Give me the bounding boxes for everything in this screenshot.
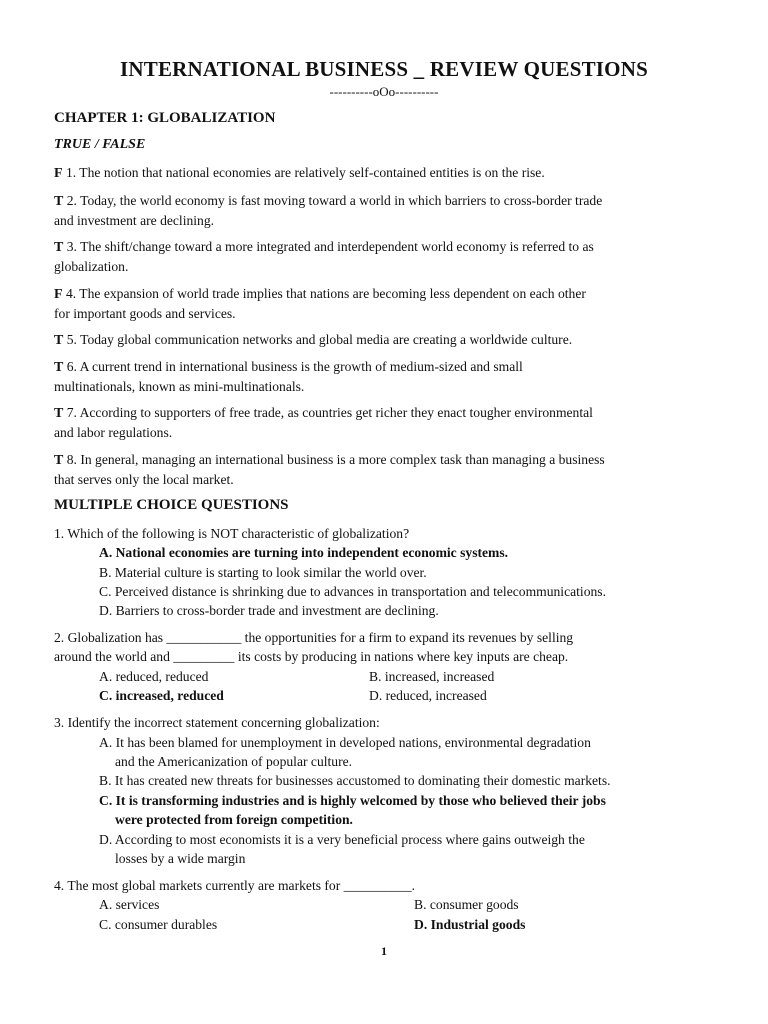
tf-statement-cont: and labor regulations. [54,425,173,440]
tf-item-5 [54,330,724,350]
tf-item-1 [54,163,724,183]
tf-statement: 6. A current trend in international business is the growth of medium-sized and small [63,359,523,374]
mc-q3-option-a: A. It has been blamed for unemployment in developed nations, environmental degradation [99,735,591,750]
tf-item-4 [54,284,724,323]
tf-statement-cont: for important goods and services. [54,306,236,321]
mc-q1-option-d: D. Barriers to cross-border trade and investment are declining. [99,603,439,618]
page-number: 1 [381,944,387,958]
tf-statement: 4. The expansion of world trade implies that nations are becoming less dependent on each other [62,286,586,301]
tf-item-8 [54,450,724,489]
mc-question-3: 3. Identify the incorrect statement concerning globalization: [54,715,380,730]
tf-statement: 3. The shift/change toward a more integrated and interdependent world economy is referred to as [63,239,594,254]
tf-item-6 [54,357,724,396]
mc-q3-option-a-cont: and the Americanization of popular culture. [115,754,353,769]
mc-q4-option-d-correct: D. Industrial goods [414,917,526,932]
tf-answer: F [54,166,63,181]
tf-statement: 1. The notion that national economies are relatively self-contained entities is on the rise. [62,165,545,180]
mc-question-2 [54,628,724,666]
mc-q3-option-c-cont: were protected from foreign competition. [115,812,353,827]
mc-q1-option-c: C. Perceived distance is shrinking due to advances in transportation and telecommunications. [99,584,606,599]
tf-answer: T [54,194,64,209]
mc-q4-option-c: C. consumer durables [99,917,218,932]
tf-statement: 2. Today, the world economy is fast moving toward a world in which barriers to cross-border trade [63,193,603,208]
mc-q4-option-a: A. services [99,897,160,912]
tf-item-2 [54,191,724,230]
mc-q3-option-d-cont: losses by a wide margin [115,851,246,866]
tf-answer: T [54,333,64,348]
tf-answer: T [54,360,64,375]
mc-question-4: 4. The most global markets currently are markets for __________. [54,878,416,893]
tf-statement-cont: that serves only the local market. [54,472,234,487]
tf-item-3 [54,237,724,276]
mc-q2-option-d: D. reduced, increased [369,688,487,703]
tf-statement: 8. In general, managing an international business is a more complex task than managing a business [63,452,605,467]
tf-statement: 7. According to supporters of free trade, as countries get richer they enact tougher environmental [63,405,593,420]
multiple-choice-heading: MULTIPLE CHOICE QUESTIONS [54,497,289,513]
tf-statement: 5. Today global communication networks and global media are creating a worldwide culture. [63,332,573,347]
document-title: INTERNATIONAL BUSINESS _ REVIEW QUESTIONS [120,57,648,81]
mc-q4-option-b: B. consumer goods [414,897,519,912]
tf-statement-cont: globalization. [54,259,129,274]
true-false-heading: TRUE / FALSE [54,137,146,152]
mc-q2-option-b: B. increased, increased [369,669,495,684]
mc-question-2-line1: 2. Globalization has ___________ the opportunities for a firm to expand its revenues by selling [54,630,574,645]
chapter-heading: CHAPTER 1: GLOBALIZATION [54,110,276,126]
mc-q2-option-c-correct: C. increased, reduced [99,688,224,703]
mc-q1-option-a-correct: A. National economies are turning into independent economic systems. [99,545,509,560]
mc-question-2-line2: around the world and _________ its costs by producing in nations where key inputs are cheap. [54,649,569,664]
mc-q3-option-b: B. It has created new threats for businesses accustomed to dominating their domestic markets. [99,773,611,788]
tf-answer: F [54,287,63,302]
tf-answer: T [54,240,64,255]
mc-q3-option-c-correct: C. It is transforming industries and is highly welcomed by those who believed their jobs [99,793,606,808]
tf-statement-cont: and investment are declining. [54,213,215,228]
tf-item-7 [54,403,724,442]
mc-q1-option-b: B. Material culture is starting to look similar the world over. [99,565,427,580]
title-separator: ----------oOo---------- [329,84,439,99]
mc-q3-option-d: D. According to most economists it is a very beneficial process where gains outweigh the [99,832,585,847]
tf-answer: T [54,453,64,468]
mc-q2-option-a: A. reduced, reduced [99,669,209,684]
tf-answer: T [54,406,64,421]
tf-statement-cont: multinationals, known as mini-multinationals. [54,379,305,394]
mc-question-1: 1. Which of the following is NOT characteristic of globalization? [54,526,410,541]
